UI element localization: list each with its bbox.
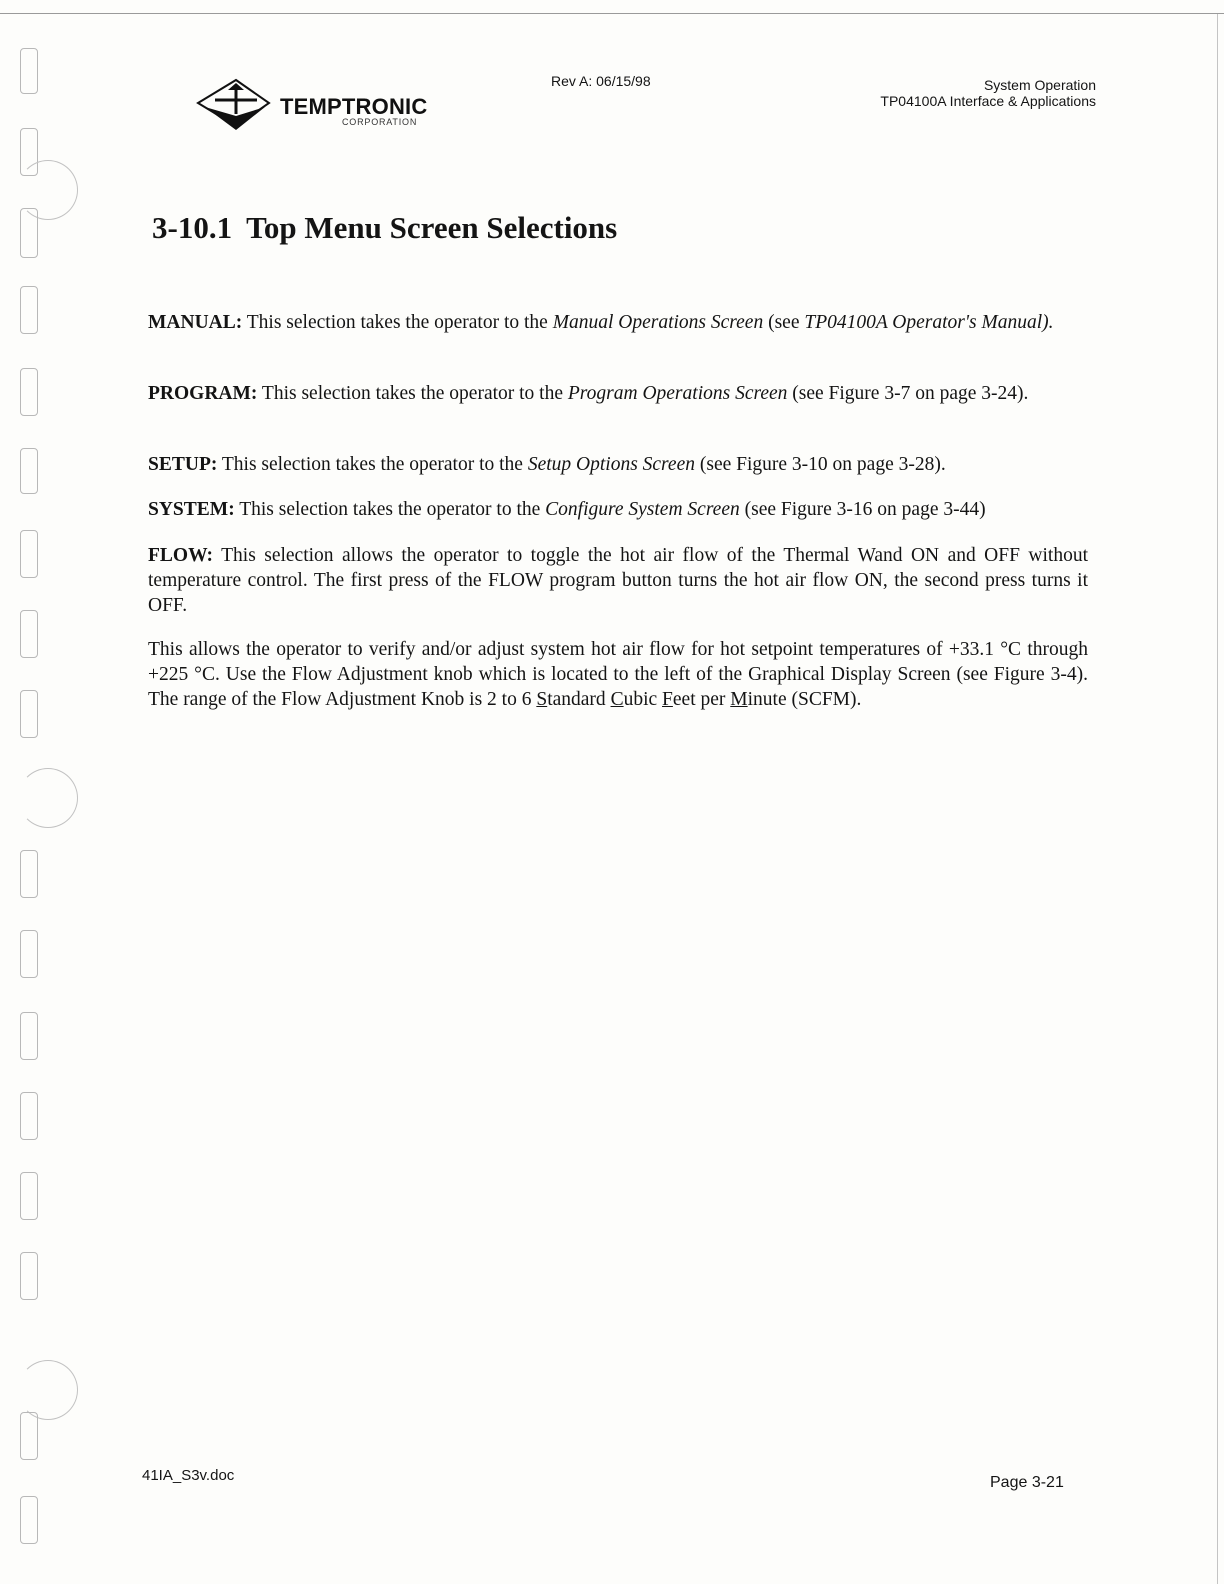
system-paragraph — [148, 497, 1088, 522]
binder-slot — [20, 530, 38, 578]
scfm-m: M — [730, 689, 748, 710]
company-name: TEMPTRONIC — [280, 94, 428, 119]
program-paragraph — [148, 381, 1088, 406]
binder-margin — [0, 0, 90, 1584]
footer-filename: 41IA_S3v.doc — [142, 1467, 235, 1484]
program-screen-ref: Program Operations Screen — [567, 383, 788, 404]
scan-edge-top — [0, 13, 1224, 14]
binder-slot — [20, 1012, 38, 1060]
binder-slot — [20, 610, 38, 658]
setup-paragraph — [148, 452, 1088, 477]
system-label: SYSTEM: — [148, 499, 235, 520]
flow-detail-text: This allows the operator to verify and/or adjust system hot air flow for hot setpoint temperatures of +33.1 °C through +225 °C. Use the Flow Adjustment knob which is located to the left of the Graphical Display Screen (see Figure 3-4). The range of the Flow Adjustment Knob is 2 to 6 — [148, 639, 1088, 710]
setup-text: This selection takes the operator to the — [217, 454, 528, 475]
section-title: System Operation — [983, 77, 1096, 93]
manual-paragraph — [148, 310, 1088, 335]
document-title: TP04100A Interface & Applications — [880, 93, 1096, 109]
binder-slot — [20, 930, 38, 978]
scfm-m-rest: inute (SCFM). — [747, 689, 862, 710]
program-text-2: (see Figure 3-7 on page 3-24). — [787, 383, 1029, 404]
binder-slot — [20, 850, 38, 898]
footer-page-number: Page 3-21 — [990, 1474, 1064, 1491]
binder-slot — [20, 1252, 38, 1300]
flow-detail-paragraph — [148, 637, 1088, 712]
manual-text: This selection takes the operator to the — [242, 312, 553, 333]
binder-slot — [20, 208, 38, 258]
scfm-s: S — [536, 689, 548, 710]
program-text: This selection takes the operator to the — [257, 383, 568, 404]
scan-edge-right — [1217, 14, 1218, 1584]
binder-hole — [18, 1360, 78, 1420]
setup-screen-ref: Setup Options Screen — [527, 454, 695, 475]
page-heading — [152, 210, 617, 246]
header-right — [880, 77, 1096, 109]
binder-slot — [20, 690, 38, 738]
scfm-s-rest: tandard — [547, 689, 611, 710]
heading-title: Top Menu Screen Selections — [246, 210, 618, 245]
setup-text-2: (see Figure 3-10 on page 3-28). — [695, 454, 946, 475]
system-text: This selection takes the operator to the — [234, 499, 546, 520]
binder-slot — [20, 448, 38, 494]
binder-slot — [20, 1412, 38, 1460]
scfm-f-rest: eet per — [672, 689, 731, 710]
binder-slot — [20, 1172, 38, 1220]
scfm-c: C — [610, 689, 624, 710]
binder-slot — [20, 286, 38, 334]
binder-slot — [20, 48, 38, 94]
flow-text: This selection allows the operator to toggle the hot air flow of the Thermal Wand ON and OFF without temperature control. The first press of the FLOW program button turns the hot air flow ON, the second press turns it OFF. — [148, 545, 1088, 616]
flow-paragraph — [148, 543, 1088, 618]
revision-label: Rev A: 06/15/98 — [551, 73, 651, 89]
heading-number: 3-10.1 — [152, 210, 233, 245]
system-screen-ref: Configure System Screen — [545, 499, 740, 520]
company-sub: CORPORATION — [342, 117, 418, 127]
scfm-f: F — [662, 689, 673, 710]
manual-text-2: (see — [763, 312, 805, 333]
binder-hole — [18, 768, 78, 828]
flow-label: FLOW: — [148, 545, 214, 566]
system-text-2: (see Figure 3-16 on page 3-44) — [739, 499, 986, 520]
binder-slot — [20, 368, 38, 416]
manual-doc-ref: TP04100A Operator's Manual). — [804, 312, 1054, 333]
program-label: PROGRAM: — [148, 383, 258, 404]
binder-slot — [20, 1496, 38, 1544]
manual-label: MANUAL: — [148, 312, 243, 333]
binder-slot — [20, 1092, 38, 1140]
manual-screen-ref: Manual Operations Screen — [552, 312, 764, 333]
scfm-c-rest: ubic — [623, 689, 663, 710]
setup-label: SETUP: — [148, 454, 218, 475]
